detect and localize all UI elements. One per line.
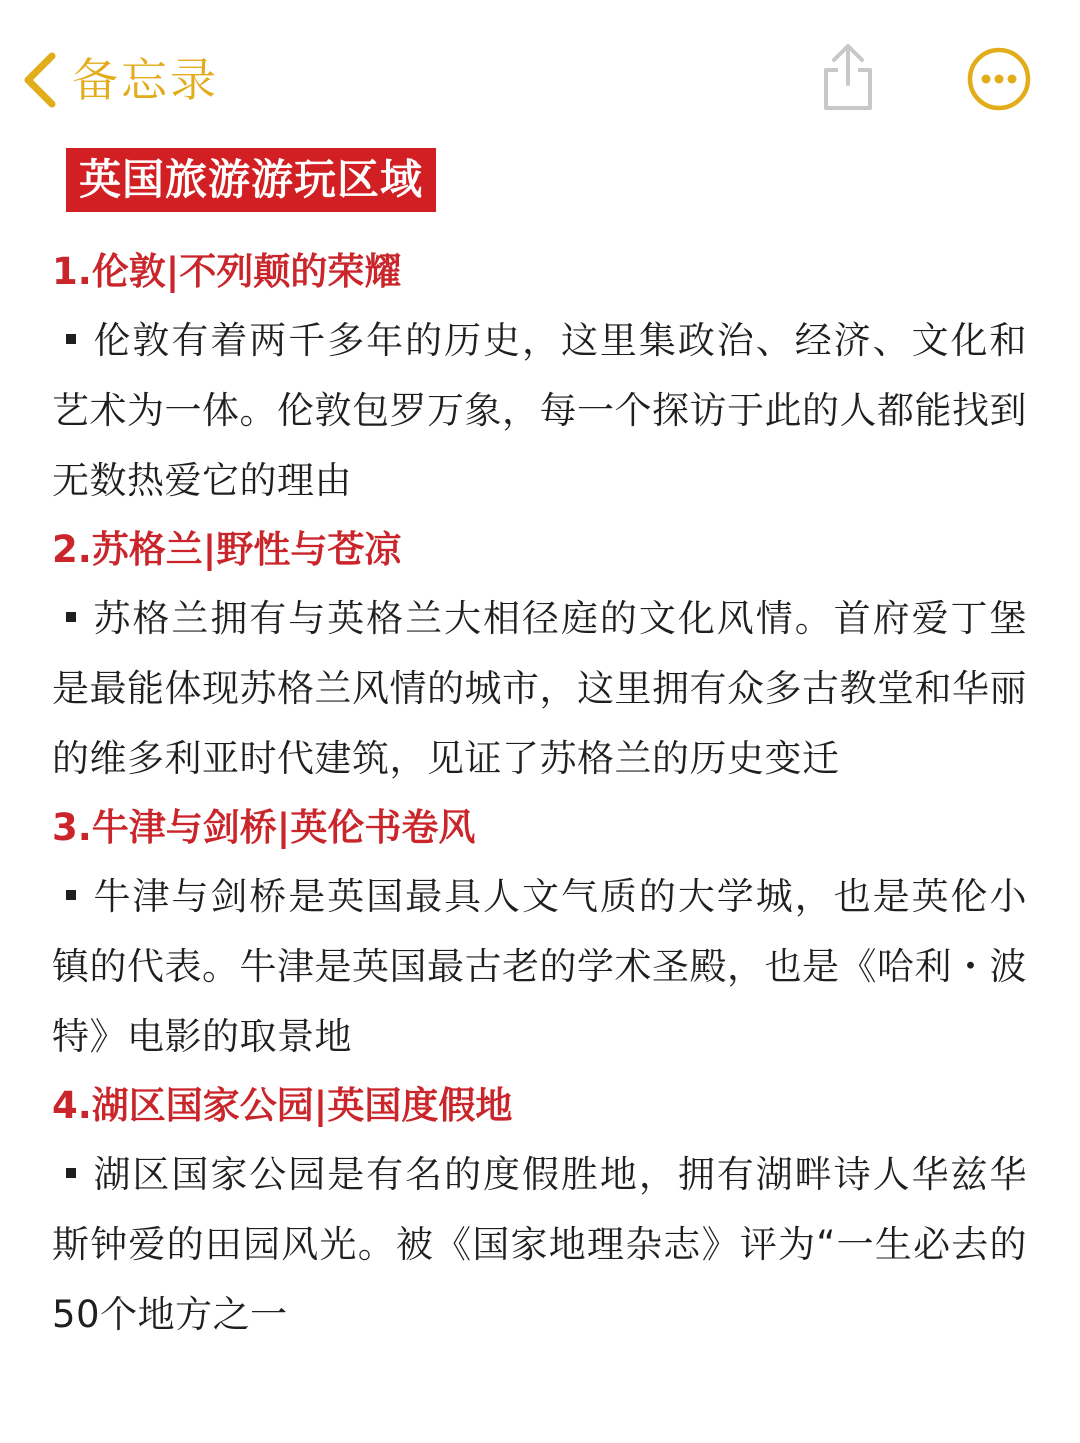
back-label: 备忘录 <box>72 53 219 107</box>
bullet-square-icon <box>66 890 76 900</box>
bullet-square-icon <box>66 334 76 344</box>
back-button[interactable] <box>22 44 219 116</box>
note-title: 英国旅游游玩区域 <box>66 148 436 212</box>
section-text: 牛津与剑桥是英国最具人文气质的大学城，也是英伦小镇的代表。牛津是英国最古老的学术圣殿，也是《哈利・波特》电影的取景地 <box>52 875 1027 1058</box>
section-text: 苏格兰拥有与英格兰大相径庭的文化风情。首府爱丁堡是最能体现苏格兰风情的城市，这里拥有众多古教堂和华丽的维多利亚时代建筑，见证了苏格兰的历史变迁 <box>52 597 1027 780</box>
bullet-square-icon <box>66 612 76 622</box>
more-options-button[interactable] <box>966 46 1032 112</box>
section-body <box>52 862 1027 1072</box>
section-heading: 1.伦敦|不列颠的荣耀 <box>52 250 402 293</box>
bullet-square-icon <box>66 1168 76 1178</box>
chevron-left-icon <box>22 52 58 108</box>
note-content <box>52 238 1027 1350</box>
navigation-bar <box>0 0 1080 150</box>
more-icon <box>966 97 1032 116</box>
share-button[interactable] <box>816 40 880 114</box>
section-text: 伦敦有着两千多年的历史，这里集政治、经济、文化和艺术为一体。伦敦包罗万象，每一个探访于此的人都能找到无数热爱它的理由 <box>52 319 1027 502</box>
section-london <box>52 238 1027 516</box>
section-heading: 2.苏格兰|野性与苍凉 <box>52 528 402 571</box>
section-oxford-cambridge <box>52 794 1027 1072</box>
share-icon <box>816 99 880 118</box>
section-heading: 3.牛津与剑桥|英伦书卷风 <box>52 806 476 849</box>
section-lake-district <box>52 1072 1027 1350</box>
section-scotland <box>52 516 1027 794</box>
section-body <box>52 584 1027 794</box>
section-text: 湖区国家公园是有名的度假胜地，拥有湖畔诗人华兹华斯钟爱的田园风光。被《国家地理杂志》评为“一生必去的50个地方之一 <box>52 1153 1027 1336</box>
section-body <box>52 1140 1027 1350</box>
section-body <box>52 306 1027 516</box>
section-heading: 4.湖区国家公园|英国度假地 <box>52 1084 513 1127</box>
